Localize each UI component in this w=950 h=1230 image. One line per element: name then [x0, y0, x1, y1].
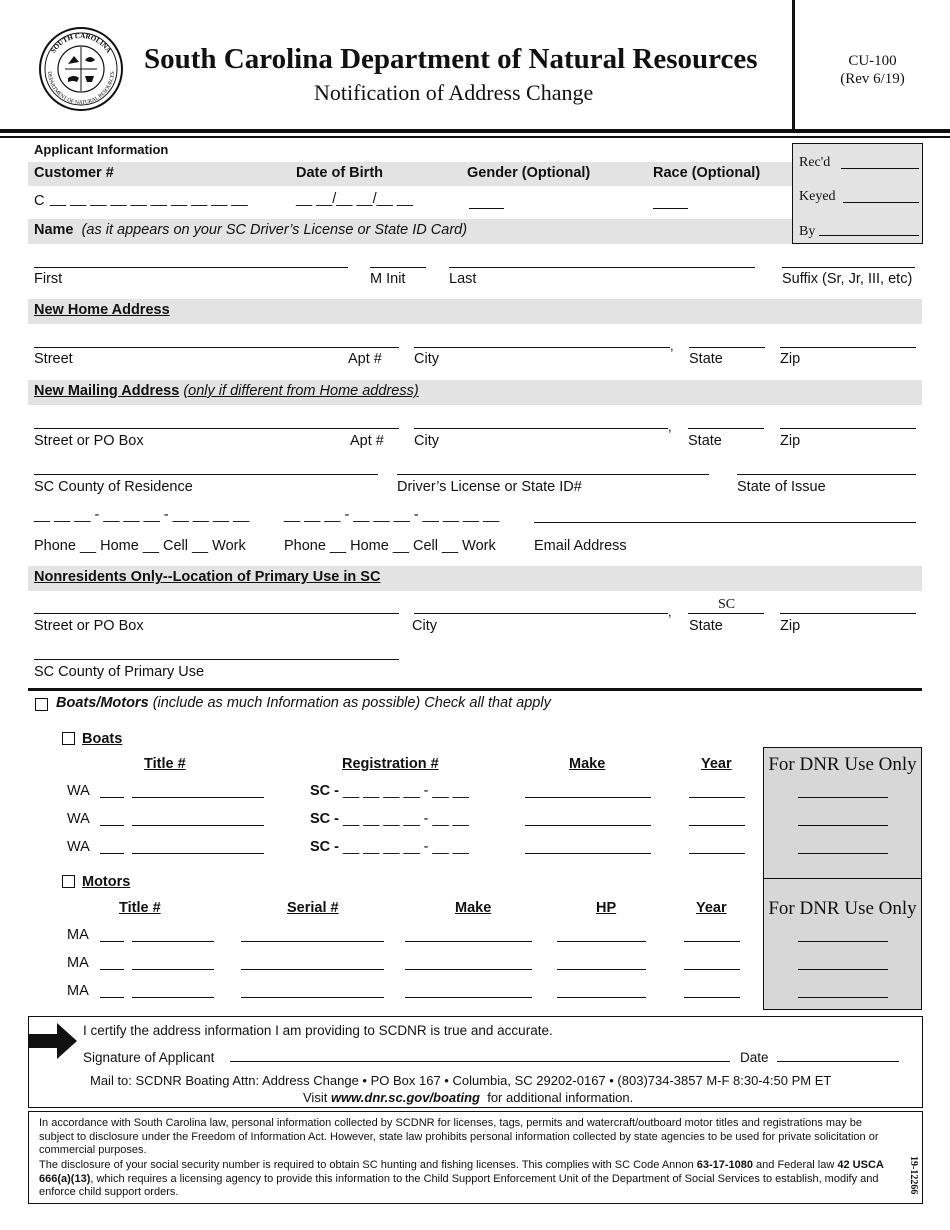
privacy-p2-a: The disclosure of your social security number is required to obtain SC hunting and fishing licenses. This complies with SC Code Annon [39, 1159, 694, 1171]
boat-title-field[interactable] [132, 825, 264, 826]
phone-1-type-label[interactable]: Phone __ Home __ Cell __ Work [34, 538, 246, 554]
dob-label: Date of Birth [296, 165, 383, 181]
home-zip-label: Zip [780, 351, 801, 367]
mail-city-label: City [414, 433, 439, 449]
dnr-motor-field[interactable] [798, 969, 888, 970]
motor-row-prefix: MA [67, 955, 89, 971]
nonres-county-field[interactable] [34, 659, 399, 660]
document-code: 19-12266 [908, 1156, 919, 1195]
signature-field[interactable] [230, 1061, 730, 1062]
mail-city-field[interactable] [414, 428, 668, 429]
state-of-issue-field[interactable] [737, 474, 916, 475]
motor-ma-field[interactable] [100, 969, 124, 970]
dnr-use-box-boats [763, 747, 922, 880]
motors-checkbox[interactable] [62, 875, 75, 888]
motor-make-field[interactable] [405, 969, 532, 970]
boat-year-field[interactable] [689, 797, 745, 798]
privacy-law: 42 USCA 666(a)(13) [39, 1159, 884, 1185]
boats-checkbox[interactable] [62, 732, 75, 745]
middle-initial-field[interactable] [370, 267, 426, 268]
by-label: By [799, 224, 816, 239]
first-name-label: First [34, 271, 63, 287]
suffix-label: Suffix (Sr, Jr, III, etc) [782, 271, 913, 287]
home-city-field[interactable] [414, 347, 670, 348]
nonres-city-field[interactable] [414, 613, 668, 614]
motor-serial-field[interactable] [241, 941, 384, 942]
boat-title-field[interactable] [132, 797, 264, 798]
privacy-code: 63-17-1080 [696, 1159, 753, 1171]
boat-make-field[interactable] [525, 853, 651, 854]
boat-row-prefix: WA [67, 783, 90, 799]
license-number-label: Driver’s License or State ID# [397, 479, 582, 495]
mail-comma: , [668, 419, 672, 434]
last-name-field[interactable] [449, 267, 755, 268]
boat-col-registration: Registration # [342, 756, 439, 772]
first-name-field[interactable] [34, 267, 348, 268]
suffix-field[interactable] [782, 267, 915, 268]
dnr-boat-field[interactable] [798, 825, 888, 826]
boats-label: Boats [82, 731, 123, 747]
motor-year-field[interactable] [684, 997, 740, 998]
phone-2-field[interactable]: __ __ __ - __ __ __ - __ __ __ __ [284, 507, 500, 523]
license-number-field[interactable] [397, 474, 709, 475]
customer-number-label: Customer # [34, 165, 114, 181]
mail-street-field[interactable] [34, 428, 399, 429]
home-city-label: City [414, 351, 439, 367]
home-zip-field[interactable] [780, 347, 916, 348]
boats-motors-title: Boats/Motors [56, 695, 149, 711]
home-street-field[interactable] [34, 347, 399, 348]
privacy-p2-b: and Federal law [756, 1159, 835, 1171]
customer-prefix: C [34, 193, 45, 209]
motor-row-prefix: MA [67, 983, 89, 999]
motor-col-year: Year [696, 900, 727, 916]
certification-box [28, 1016, 923, 1108]
mail-street-label: Street or PO Box [34, 433, 144, 449]
home-apt-label: Apt # [348, 351, 382, 367]
dnr-seal-logo [38, 26, 124, 112]
mail-zip-field[interactable] [780, 428, 916, 429]
dnr-use-label: For DNR Use Only [768, 754, 917, 775]
motor-year-field[interactable] [684, 969, 740, 970]
name-hint: (as it appears on your SC Driver’s License or State ID Card) [81, 222, 468, 238]
phone-1-field[interactable]: __ __ __ - __ __ __ - __ __ __ __ [34, 507, 250, 523]
motor-hp-field[interactable] [557, 941, 646, 942]
boat-registration-field[interactable]: __ __ __ __ - __ __ [343, 839, 469, 855]
applicant-section-label: Applicant Information [34, 142, 169, 157]
mail-state-label: State [688, 433, 722, 449]
visit-post: for additional information. [487, 1090, 634, 1105]
county-residence-label: SC County of Residence [34, 479, 193, 495]
visit-pre: Visit [303, 1090, 328, 1105]
boat-row-prefix: WA [67, 811, 90, 827]
motor-year-field[interactable] [684, 941, 740, 942]
privacy-paragraph-1: In accordance with South Carolina law, personal information collected by SCDNR for licenses, tags, permits and watercraft/outboard motor titles and registrations may be subject to disclosure under the Freedom of Information Act. However, state law prohibits personal information collected by state agencies to be used for private solicitation or commercial purposes. [39, 1117, 879, 1157]
form-number: CU-100 [848, 53, 897, 69]
phone-2-type-label[interactable]: Phone __ Home __ Cell __ Work [284, 538, 496, 554]
motor-col-make: Make [455, 900, 492, 916]
boat-reg-prefix: SC - [310, 783, 339, 799]
motor-col-title: Title # [119, 900, 161, 916]
dnr-use-box-motors [763, 878, 922, 1010]
dob-field[interactable]: __ __/__ __/__ __ [296, 191, 413, 207]
mailing-address-title: New Mailing Address [34, 383, 180, 399]
nonres-zip-field[interactable] [780, 613, 916, 614]
mailing-address-heading [34, 383, 419, 399]
nonres-street-label: Street or PO Box [34, 618, 144, 634]
last-name-label: Last [449, 271, 477, 287]
boats-motors-heading [56, 695, 551, 711]
arrow-right-icon [29, 1023, 79, 1059]
keyed-field[interactable] [843, 202, 919, 203]
by-field[interactable] [819, 235, 919, 236]
boat-wa-field[interactable] [100, 853, 124, 854]
motor-ma-field[interactable] [100, 997, 124, 998]
mail-apt-label: Apt # [350, 433, 384, 449]
boat-col-title: Title # [144, 756, 186, 772]
date-label: Date [740, 1050, 769, 1065]
seal-text-top: SOUTH CAROLINA [49, 31, 113, 55]
signature-label: Signature of Applicant [83, 1050, 215, 1065]
nonres-state-field[interactable] [688, 613, 764, 614]
office-use-box [792, 143, 923, 244]
visit-line [303, 1090, 633, 1105]
visit-url-link[interactable]: www.dnr.sc.gov/boating [330, 1090, 480, 1105]
dnr-boat-field[interactable] [798, 853, 888, 854]
motor-hp-field[interactable] [557, 997, 646, 998]
mail-zip-label: Zip [780, 433, 801, 449]
race-field[interactable] [653, 208, 688, 209]
received-field[interactable] [841, 168, 919, 169]
mail-to-address: Mail to: SCDNR Boating Attn: Address Change • PO Box 167 • Columbia, SC 29202-0167 • (803)734-3857 M-F 8:30-4:50 PM ET [90, 1073, 832, 1088]
seal-text-bottom: DEPARTMENT OF NATURAL RESOURCES [45, 71, 117, 107]
boat-row-prefix: WA [67, 839, 90, 855]
home-state-label: State [689, 351, 723, 367]
form-revision: (Rev 6/19) [840, 71, 905, 87]
home-comma: , [670, 338, 674, 353]
motor-serial-field[interactable] [241, 969, 384, 970]
customer-number-field[interactable]: __ __ __ __ __ __ __ __ __ __ [50, 191, 248, 207]
boat-registration-field[interactable]: __ __ __ __ - __ __ [343, 811, 469, 827]
boats-motors-note: (include as much Information as possible) Check all that apply [152, 695, 551, 711]
date-field[interactable] [777, 1061, 899, 1062]
nonres-city-label: City [412, 618, 437, 634]
nonresident-heading: Nonresidents Only--Location of Primary Use in SC [34, 569, 381, 585]
boat-make-field[interactable] [525, 797, 651, 798]
email-label: Email Address [534, 538, 627, 554]
dnr-motor-field[interactable] [798, 941, 888, 942]
boat-wa-field[interactable] [100, 825, 124, 826]
motor-make-field[interactable] [405, 941, 532, 942]
nonres-zip-label: Zip [780, 618, 801, 634]
motor-title-field[interactable] [132, 997, 214, 998]
name-heading [34, 222, 467, 238]
boat-col-year: Year [701, 756, 732, 772]
nonresident-state-value: SC [718, 597, 736, 612]
boat-reg-prefix: SC - [310, 839, 339, 855]
mail-state-field[interactable] [688, 428, 764, 429]
motor-title-field[interactable] [132, 969, 214, 970]
boats-motors-checkbox[interactable] [35, 698, 48, 711]
boat-wa-field[interactable] [100, 797, 124, 798]
county-residence-field[interactable] [34, 474, 378, 475]
name-label: Name [34, 222, 74, 238]
boat-year-field[interactable] [689, 825, 745, 826]
home-state-field[interactable] [689, 347, 765, 348]
boat-registration-field[interactable]: __ __ __ __ - __ __ [343, 783, 469, 799]
motor-hp-field[interactable] [557, 969, 646, 970]
section-rule [28, 688, 922, 691]
race-label: Race (Optional) [653, 165, 761, 181]
dnr-use-label: For DNR Use Only [768, 898, 917, 919]
motor-col-hp: HP [596, 900, 617, 916]
keyed-label: Keyed [799, 189, 836, 204]
home-address-heading: New Home Address [34, 302, 170, 318]
boat-make-field[interactable] [525, 825, 651, 826]
nonres-comma: , [668, 604, 672, 619]
middle-initial-label: M Init [370, 271, 406, 287]
boat-col-make: Make [569, 756, 606, 772]
received-label: Rec'd [799, 155, 831, 170]
boat-year-field[interactable] [689, 853, 745, 854]
nonres-county-label: SC County of Primary Use [34, 664, 205, 680]
motor-col-serial: Serial # [287, 900, 339, 916]
home-street-label: Street [34, 351, 73, 367]
nonres-street-field[interactable] [34, 613, 399, 614]
motor-ma-field[interactable] [100, 941, 124, 942]
page-subtitle: Notification of Address Change [314, 80, 594, 105]
mailing-address-note: (only if different from Home address) [183, 383, 419, 399]
privacy-box [28, 1111, 923, 1204]
boat-title-field[interactable] [132, 853, 264, 854]
header-rule-thick [0, 129, 950, 133]
motor-serial-field[interactable] [241, 997, 384, 998]
motors-label: Motors [82, 874, 131, 890]
motor-make-field[interactable] [405, 997, 532, 998]
motor-title-field[interactable] [132, 941, 214, 942]
gender-field[interactable] [469, 208, 504, 209]
email-field[interactable] [534, 522, 916, 523]
state-of-issue-label: State of Issue [737, 479, 826, 495]
nonres-state-label: State [689, 618, 723, 634]
page-title: South Carolina Department of Natural Resources [144, 43, 758, 75]
header-rule-thin [0, 136, 950, 138]
privacy-p2-c: , which requires a licensing agency to provide this information to the Child Support Enforcement Unit of the Department of Social Services to establish, modify and enforce child support orders. [39, 1172, 879, 1199]
boat-reg-prefix: SC - [310, 811, 339, 827]
dnr-motor-field[interactable] [798, 997, 888, 998]
dnr-boat-field[interactable] [798, 797, 888, 798]
certification-statement: I certify the address information I am providing to SCDNR is true and accurate. [83, 1023, 553, 1038]
motor-row-prefix: MA [67, 927, 89, 943]
privacy-paragraph-2 [39, 1159, 897, 1200]
gender-label: Gender (Optional) [467, 165, 591, 181]
